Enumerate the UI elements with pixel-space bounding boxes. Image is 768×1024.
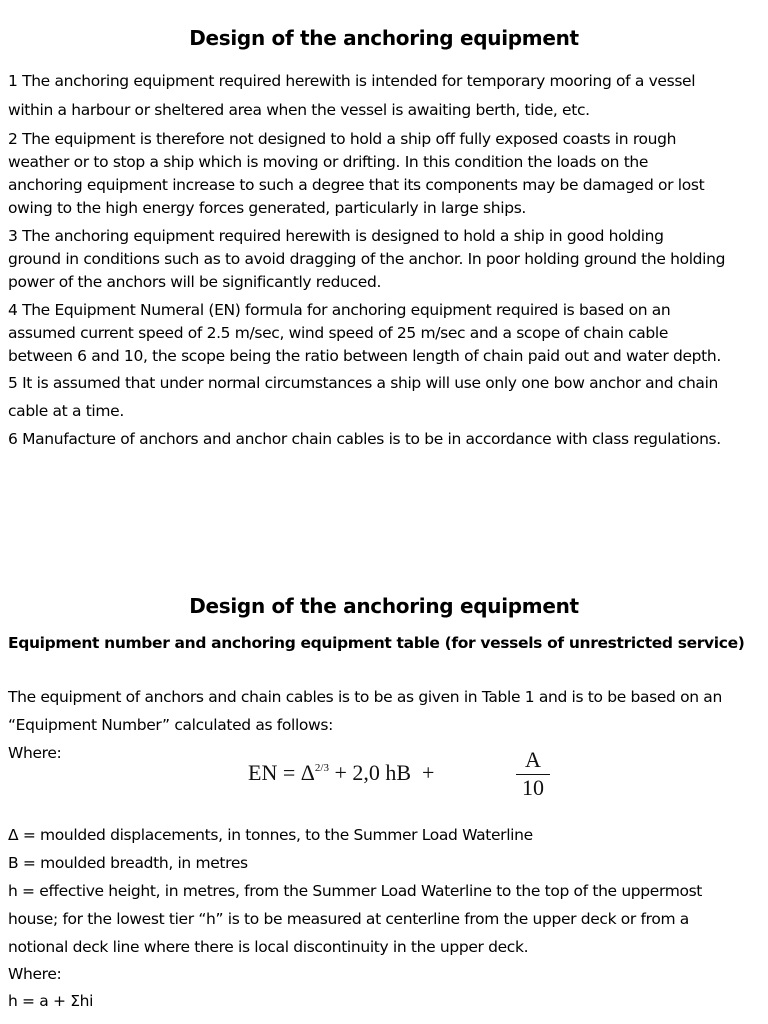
- intro-line: The equipment of anchors and chain cables is to be as given in Table 1 and is to be based on an: [8, 688, 722, 706]
- paragraph-line: between 6 and 10, the scope being the ratio between length of chain paid out and water depth.: [8, 347, 721, 365]
- definition-line: Where:: [8, 965, 62, 983]
- formula-fraction: [516, 748, 550, 800]
- intro-line: “Equipment Number” calculated as follows:: [8, 716, 333, 734]
- paragraph-line: weather or to stop a ship which is moving or drifting. In this condition the loads on the: [8, 153, 649, 171]
- formula-lhs-text: EN = Δ: [248, 760, 315, 785]
- paragraph-line: 6 Manufacture of anchors and anchor chain cables is to be in accordance with class regulations.: [8, 430, 721, 448]
- formula-middle: + 2,0 hB +: [328, 760, 440, 785]
- definition-line: h = a + Σhi: [8, 992, 94, 1010]
- definition-line: notional deck line where there is local discontinuity in the upper deck.: [8, 938, 529, 956]
- formula-denominator: 10: [522, 775, 544, 800]
- formula-exponent: 2/3: [314, 762, 329, 774]
- definition-line: house; for the lowest tier “h” is to be measured at centerline from the upper deck or from a: [8, 910, 689, 928]
- paragraph-line: 3 The anchoring equipment required herewith is designed to hold a ship in good holding: [8, 227, 664, 245]
- paragraph-line: cable at a time.: [8, 402, 124, 420]
- paragraph-line: 4 The Equipment Numeral (EN) formula for anchoring equipment required is based on an: [8, 301, 671, 319]
- slide-2-subtitle: Equipment number and anchoring equipment table (for vessels of unrestricted service): [8, 634, 745, 652]
- definition-line: h = effective height, in metres, from the Summer Load Waterline to the top of the uppermost: [8, 882, 703, 900]
- formula-numerator: A: [525, 747, 541, 772]
- paragraph-line: 1 The anchoring equipment required herewith is intended for temporary mooring of a vessel: [8, 72, 696, 90]
- paragraph-line: 2 The equipment is therefore not designed to hold a ship off fully exposed coasts in rough: [8, 130, 677, 148]
- paragraph-line: 5 It is assumed that under normal circumstances a ship will use only one bow anchor and chain: [8, 374, 719, 392]
- paragraph-line: within a harbour or sheltered area when the vessel is awaiting berth, tide, etc.: [8, 101, 590, 119]
- slide-1-title: Design of the anchoring equipment: [189, 26, 579, 50]
- formula-lhs: [248, 760, 440, 786]
- paragraph-line: ground in conditions such as to avoid dragging of the anchor. In poor holding ground the holding: [8, 250, 726, 268]
- paragraph-line: anchoring equipment increase to such a degree that its components may be damaged or lost: [8, 176, 705, 194]
- definition-line: Δ = moulded displacements, in tonnes, to the Summer Load Waterline: [8, 826, 533, 844]
- equipment-number-formula: [248, 748, 558, 802]
- definition-line: B = moulded breadth, in metres: [8, 854, 248, 872]
- paragraph-line: owing to the high energy forces generated, particularly in large ships.: [8, 199, 526, 217]
- paragraph-line: power of the anchors will be significantly reduced.: [8, 273, 382, 291]
- slide-2: [0, 580, 768, 1024]
- slide-2-title: Design of the anchoring equipment: [189, 594, 579, 618]
- intro-line: Where:: [8, 744, 62, 762]
- paragraph-line: assumed current speed of 2.5 m/sec, wind speed of 25 m/sec and a scope of chain cable: [8, 324, 669, 342]
